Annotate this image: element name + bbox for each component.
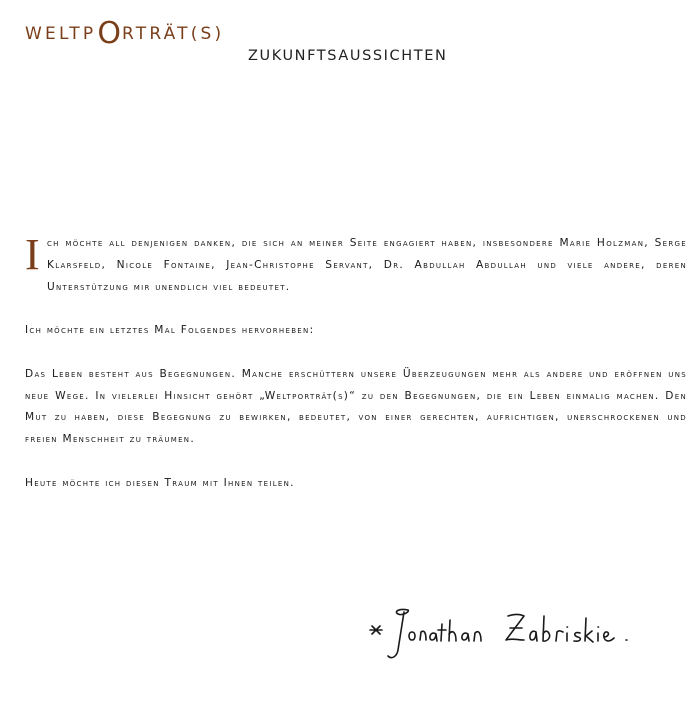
logo-text-left: WELTP	[25, 24, 97, 44]
logo-big-o: O	[97, 16, 121, 51]
paragraph-thanks-text: ch möchte all denjenigen danken, die sich an meiner Seite engagiert haben, insbesondere Marie Holzman, Serge Klarsfeld, Nicole Fontaine, Jean-Christophe Servant, Dr. Abdullah Abdullah und viele andere, deren Unterstützung mir unendlich viel bedeutet.	[46, 237, 687, 293]
paragraph-thanks	[25, 230, 687, 298]
letter-body	[25, 230, 687, 516]
logo-text-right: RTRÄT(S)	[121, 24, 225, 44]
paragraph-emphasis: Ich möchte ein letztes Mal Folgendes hervorheben:	[25, 324, 315, 337]
weltportraets-logo	[25, 18, 224, 50]
paragraph-dream: Heute möchte ich diesen Traum mit Ihnen teilen.	[25, 476, 295, 489]
handwritten-signature	[368, 596, 648, 668]
page-subtitle: ZUKUNFTSAUSSICHTEN	[248, 48, 448, 64]
dropcap-letter: I	[25, 230, 41, 279]
paragraph-encounters: Das Leben besteht aus Begegnungen. Manche erschüttern unsere Überzeugungen mehr als andere und eröffnen uns neue Wege. In vielerlei Hinsicht gehört „Weltporträt(s)“ zu den Begegnungen, die ein Leben einmalig machen. Den Mut zu haben, diese Begegnung zu bewirken, bedeutet, von einer gerechten, aufrichtigen, unerschrockenen und freien Menschheit zu träumen.	[25, 367, 687, 446]
